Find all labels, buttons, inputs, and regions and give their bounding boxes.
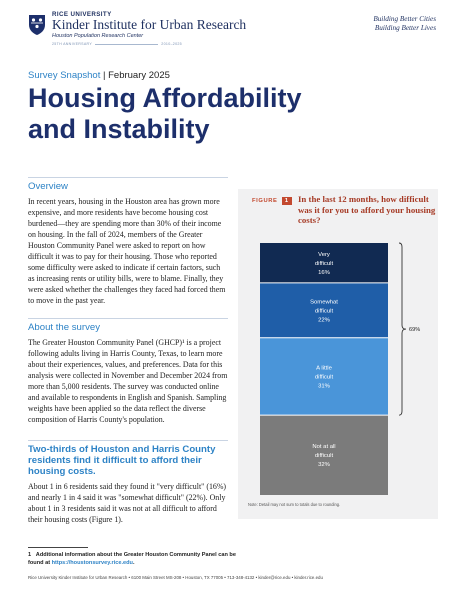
bar-category-label-2: difficult <box>314 308 334 315</box>
footnote-end: . <box>132 560 135 566</box>
overview-body: In recent years, housing in the Houston area has grown more expensive, and more residents have become housing cost burdened—they are spending more than 30% of their income on housing. In the fall of 2024, members of the Greater Houston Community Panel were asked to report on how difficult it was to pay for their housing. Those who reported some difficulty were asked to indicate if certain factors, such as increasing rents or utility bills, were to blame. Finally, they were asked whether the challenges they faced had forced them to move in the past year. <box>28 197 226 305</box>
bar-category-label-3: difficult <box>314 374 334 381</box>
snapshot-label: Survey Snapshot <box>28 70 101 81</box>
anniversary-line <box>52 42 182 46</box>
page-title <box>28 83 428 145</box>
bar-category-label-1: Very <box>318 251 330 258</box>
figure-number: 1 <box>282 197 292 205</box>
bar-category-label-2: Somewhat <box>310 299 338 306</box>
rice-shield-icon <box>28 14 46 36</box>
snapshot-date: February 2025 <box>108 70 170 81</box>
page-header <box>0 0 464 60</box>
snapshot-separator: | <box>100 70 109 81</box>
survey-snapshot-line <box>28 70 170 81</box>
finding-heading: Two-thirds of Houston and Harris County residents find it difficult to afford their housing costs. <box>28 440 228 477</box>
footnote-text: Additional information about the Greater Houston Community Panel can be found at <box>28 552 236 566</box>
figure-note: Note: Detail may not sum to totals due to rounding. <box>248 502 341 507</box>
figure-panel <box>238 189 438 519</box>
bar-value-label-4: 32% <box>318 462 330 469</box>
footnote-number: 1 <box>28 552 32 558</box>
title-line-2: and Instability <box>28 114 210 144</box>
overview-heading: Overview <box>28 177 228 192</box>
title-line-1: Housing Affordability <box>28 83 302 113</box>
bar-category-label-3: A little <box>316 365 332 372</box>
tagline-line-2: Building Better Lives <box>374 24 436 32</box>
finding-body: About 1 in 6 residents said they found it "very difficult" (16%) and nearly 1 in 4 said it was "somewhat difficult" (22%). Only about 1 in 3 residents said it was not at all difficult to afford their housing costs (Figure 1). <box>28 482 227 524</box>
figure-word: FIGURE <box>252 198 278 204</box>
finding-section <box>28 440 228 525</box>
footnote-rule <box>28 547 88 548</box>
bar-value-label-1: 16% <box>318 269 330 276</box>
anniversary-years: 2010–2025 <box>161 42 182 46</box>
bar-category-label-4: difficult <box>314 453 334 460</box>
bar-value-label-2: 22% <box>318 317 330 324</box>
about-section <box>28 318 228 425</box>
anniversary-label: 25TH ANNIVERSARY <box>52 42 93 46</box>
institute-name: Kinder Institute for Urban Research <box>52 17 247 32</box>
tagline <box>373 15 436 33</box>
tagline-line-1: Building Better Cities <box>373 15 436 23</box>
about-heading: About the survey <box>28 318 228 333</box>
footnote-link[interactable]: https://houstonsurvey.rice.edu <box>51 560 133 566</box>
bar-category-label-1: difficult <box>314 260 334 267</box>
university-name: RICE UNIVERSITY <box>52 11 112 18</box>
bar-category-label-4: Not at all <box>312 444 336 451</box>
stacked-bar-chart <box>238 189 438 499</box>
footnote <box>28 551 238 567</box>
bracket-brace <box>399 243 406 415</box>
page-footer: Rice University Kinder Institute for Urban Research • 6100 Main Street MS-208 • Houston, TX 77005 • 713-348-4132 • kinder@rice.edu • kinder.rice.edu <box>28 575 323 580</box>
bracket-total-label: 69% <box>409 327 421 334</box>
anniversary-rule <box>95 44 158 45</box>
bar-value-label-3: 31% <box>318 383 330 390</box>
about-body: The Greater Houston Community Panel (GHCP)¹ is a project following adults living in Harris County, Texas, to learn more about their experiences, values, and preferences. Data for this analysis were collected in November and December 2024 from more than 5,000 residents. The survey was conducted online and available to respondents in English and Spanish. Sampling weights have been applied so the data reflect the diverse composition of Harris County's population. <box>28 338 228 424</box>
overview-section <box>28 177 228 306</box>
figure-question: In the last 12 months, how difficult was it for you to afford your housing costs? <box>298 194 436 225</box>
center-name: Houston Population Research Center <box>52 33 144 39</box>
